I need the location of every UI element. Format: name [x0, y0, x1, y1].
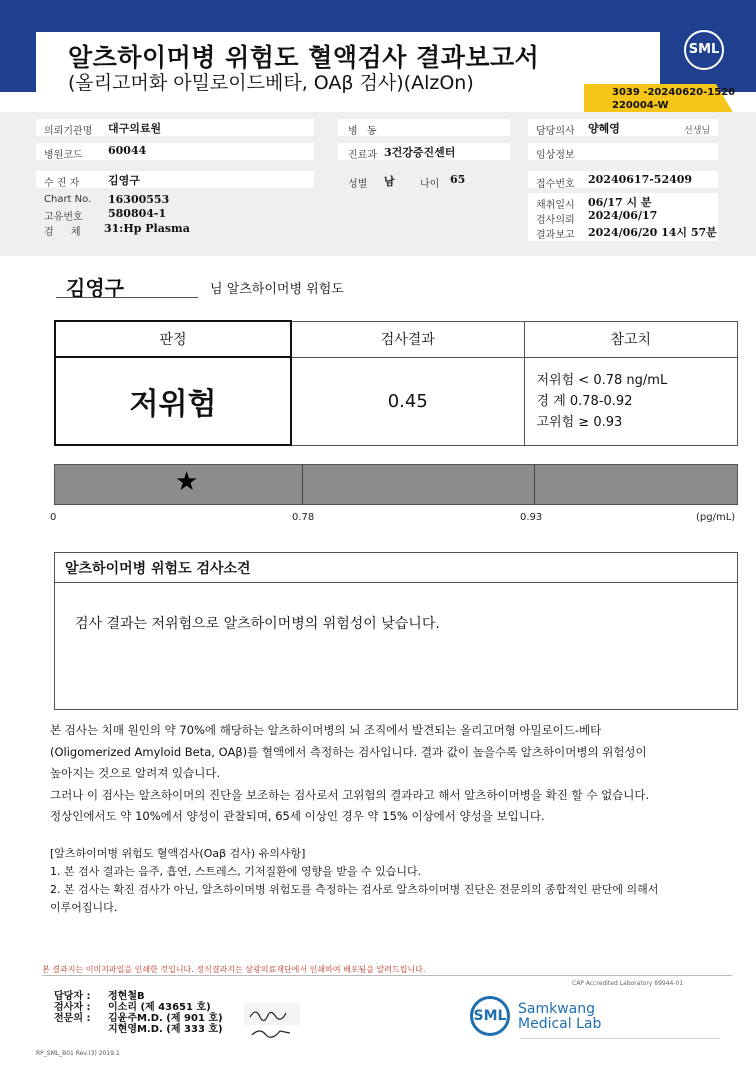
staff-name-3: 김윤주M.D. (제 901 호): [108, 1013, 223, 1024]
description-line-5: 정상인에서도 약 10%에서 양성이 관찰되며, 65세 이상인 경우 약 15% 이상에서 양성을 보입니다.: [50, 809, 545, 823]
sml-lab-logo-icon: SML: [470, 996, 510, 1036]
specimen-label: 검 체: [44, 227, 81, 238]
specimen-value: 31:Hp Plasma: [104, 222, 190, 235]
clinical-label: 임상정보: [536, 150, 575, 161]
opinion-title: 알츠하이머병 위험도 검사소견: [55, 553, 737, 583]
staff-name-2: 이소리 (제 43651 호): [108, 1002, 211, 1013]
report-code: [612, 86, 735, 112]
description-line-4: 그러나 이 검사는 알츠하이머의 진단을 보조하는 검사로서 고위험의 결과라고 해서 알츠하이머병을 확진 할 수 없습니다.: [50, 787, 650, 802]
hospital-code-label: 병원코드: [44, 150, 83, 161]
staff-labels: [54, 991, 90, 1024]
red-notice: 본 결과지는 이미지파일을 인쇄한 것입니다. 정식결과지는 삼광의료재단에서 인쇄하여 배포됨을 알려드립니다.: [42, 965, 426, 974]
collect-label: 채취일시: [536, 200, 575, 211]
report-code-line1: 3039 -20240620-1520: [612, 87, 736, 98]
opinion-box: [54, 552, 738, 710]
tick-label-0: 0: [50, 512, 57, 523]
unit-label: (pg/mL): [696, 512, 736, 523]
doctor-suffix: 선생님: [684, 126, 711, 136]
lab-name: [518, 1002, 601, 1032]
judgment-value: 저위험: [55, 357, 291, 445]
risk-marker-star-icon: ★: [175, 467, 199, 497]
report-title: 알츠하이머병 위험도 혈액검사 결과보고서: [68, 43, 540, 72]
reference-values: [524, 357, 738, 445]
staff-label-2: 검사자 :: [54, 1002, 91, 1013]
request-value: 2024/06/17: [588, 209, 658, 222]
dept-value: 3건강증진센터: [384, 146, 456, 159]
footer-divider: [42, 975, 732, 976]
institution-value: 대구의료원: [108, 122, 162, 135]
result-table: [54, 320, 738, 446]
notes: [50, 845, 730, 917]
patient-name-underline: [56, 297, 198, 298]
hospital-code-value: 60044: [108, 144, 147, 157]
staff-name-1: 정현철B: [108, 991, 145, 1002]
notes-line-3: 이루어집니다.: [50, 901, 118, 914]
staff-label-1: 담당자 :: [54, 991, 91, 1002]
signature-icon: [244, 1003, 300, 1041]
result-value: 0.45: [291, 357, 524, 445]
staff-names: [108, 991, 223, 1035]
notes-line-1: 1. 본 검사 결과는 음주, 흡연, 스트레스, 기저질환에 영향을 받을 수 있습니다.: [50, 865, 422, 878]
description: [50, 720, 730, 828]
report-value: 2024/06/20 14시 57분: [588, 226, 717, 239]
bar-divider-2: [534, 465, 535, 504]
bar-divider-1: [302, 465, 303, 504]
ref-border: 경 계 0.78-0.92: [536, 393, 633, 409]
notes-line-2: 2. 본 검사는 확진 검사가 아닌, 알츠하이머병 위험도를 측정하는 검사로 알츠하이머병 진단은 전문의의 종합적인 판단에 의해서: [50, 883, 659, 896]
ref-low: 저위험 < 0.78 ng/mL: [536, 372, 668, 388]
ward-label: 병 동: [348, 126, 377, 137]
cap-text: CAP Accredited Laboratory 89944-01: [572, 980, 684, 987]
age-label: 나이: [420, 179, 440, 190]
tick-label-093: 0.93: [520, 512, 543, 523]
description-line-2: (Oligomerized Amyloid Beta, OAβ)를 혈액에서 측정하는 검사입니다. 결과 값이 높을수록 알츠하이머병의 위험성이: [50, 744, 647, 759]
patient-value: 김영구: [108, 174, 140, 187]
sex-value: 남: [384, 175, 395, 188]
header-reference: 참고치: [524, 321, 738, 357]
unique-value: 580804-1: [108, 207, 167, 220]
ref-high: 고위험 ≥ 0.93: [536, 414, 623, 430]
header-result: 검사결과: [291, 321, 524, 357]
report-subtitle: (올리고머화 아밀로이드베타, OAβ 검사)(AlzOn): [68, 72, 474, 94]
institution-label: 의뢰기관명: [44, 126, 93, 137]
risk-bar: [54, 464, 738, 505]
sex-label: 성별: [348, 179, 368, 190]
lab-address-rule: [520, 1038, 720, 1052]
age-value: 65: [450, 173, 466, 186]
form-code: RP_SML_B01 Rev.(3) 2019.1: [36, 1050, 120, 1057]
staff-label-3: 전문의 :: [54, 1013, 91, 1024]
dept-label: 진료과: [348, 150, 377, 161]
patient-suffix: 님 알츠하이머병 위험도: [210, 282, 344, 297]
description-line-1: 본 검사는 치매 원인의 약 70%에 해당하는 알츠하이머병의 뇌 조직에서 발견되는 올리고머형 아밀로이드-베타: [50, 723, 602, 737]
report-code-line2: 220004-W: [612, 100, 669, 111]
patient-label: 수 진 자: [44, 178, 80, 189]
chart-label: Chart No.: [44, 194, 92, 205]
chart-value: 16300553: [108, 193, 170, 206]
receipt-value: 20240617-52409: [588, 173, 693, 186]
sml-logo-icon: SML: [684, 30, 724, 70]
opinion-text: 검사 결과는 저위험으로 알츠하이머병의 위험성이 낮습니다.: [75, 616, 440, 632]
doctor-label: 담당의사: [536, 126, 575, 137]
doctor-value: 양혜영: [588, 122, 620, 135]
notes-title: [알츠하이머병 위험도 혈액검사(Oaβ 검사) 유의사항]: [50, 847, 306, 860]
receipt-label: 접수번호: [536, 179, 575, 190]
collect-value: 06/17 시 분: [588, 196, 652, 209]
tick-label-078: 0.78: [292, 512, 315, 523]
staff-name-4: 지현영M.D. (제 333 호): [108, 1024, 223, 1035]
report-label: 결과보고: [536, 230, 575, 241]
patient-name: 김영구: [66, 276, 124, 300]
header-judgment: 판정: [55, 321, 291, 357]
description-line-3: 높아지는 것으로 알려져 있습니다.: [50, 766, 221, 780]
request-label: 검사의뢰: [536, 215, 575, 226]
unique-label: 고유번호: [44, 212, 83, 223]
lab-name-line1: Samkwang: [518, 1001, 595, 1017]
lab-name-line2: Medical Lab: [518, 1016, 602, 1032]
